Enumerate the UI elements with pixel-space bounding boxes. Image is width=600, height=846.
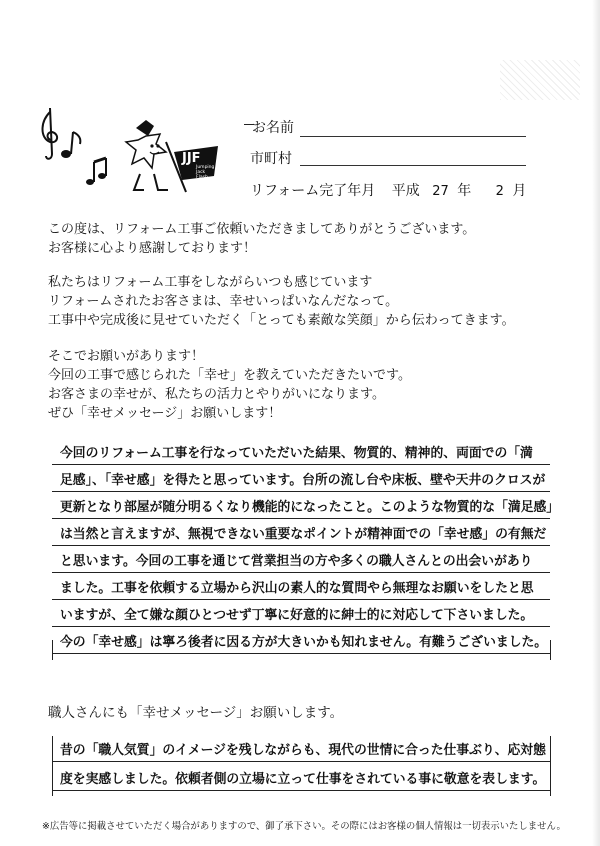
- craftsman-message-line: 昔の「職人気質」のイメージを残しながらも、現代の世情に合った仕事ぶり、応対態: [60, 743, 546, 758]
- feel-line: 私たちはリフォーム工事をしながらいつも感じています: [48, 275, 373, 290]
- jjf-logo: [36, 102, 236, 202]
- craftsman-message-area[interactable]: [60, 736, 546, 794]
- message-line: は当然と言えますが、無視できない重要なポイントが精神面での「幸せ感」の有無だ: [60, 527, 547, 542]
- intro-paragraph: [48, 220, 475, 258]
- year-unit: 年: [457, 183, 472, 199]
- mascot-icon: [126, 120, 168, 190]
- message-line: 更新となり部屋が随分明るくなり機能的になったこと。このような物質的な「満足感」: [60, 500, 560, 515]
- craftsman-message-line: 度を実感しました。依頼者側の立場に立って仕事をされている事に敬意を表します。: [60, 772, 546, 787]
- message-rule-tick: [52, 640, 53, 660]
- completion-label: [250, 180, 526, 200]
- message-line: 足感」、「幸せ感」を得たと思っています。台所の流し台や床板、壁や天井のクロスが: [60, 473, 546, 488]
- message-line: ました。工事を依頼する立場から沢山の素人的な質問やら無理なお願いをしたと思: [60, 581, 534, 596]
- month-value[interactable]: 2: [495, 184, 504, 199]
- name-field[interactable]: [300, 136, 526, 137]
- footer-note: ※広告等に掲載させていただく場合がありますので、御了承下さい。その際にはお客様の個人情報は一切表示いたしません。: [42, 821, 566, 832]
- craftsman-rule-tick: [52, 736, 53, 796]
- year-value[interactable]: 27: [432, 184, 449, 199]
- era-text: 平成: [391, 183, 420, 199]
- music-note-icon: [61, 132, 80, 158]
- feel-paragraph: [48, 273, 515, 330]
- craftsman-heading: 職人さんにも「幸せメッセージ」お願いします。: [48, 705, 344, 721]
- treble-clef-icon: [43, 108, 58, 159]
- message-line: 今回のリフォーム工事を行なっていただいた結果、物質的、精神的、両面での「満: [60, 446, 533, 461]
- city-label: 市町村: [250, 151, 292, 167]
- name-label: お名前: [252, 120, 294, 136]
- message-line: 今の「幸せ感」は寧ろ後者に因る方が大きいかも知れません。有難うございました。: [60, 635, 548, 650]
- request-line: ぜひ「幸せメッセージ」お願いします！: [48, 406, 282, 421]
- intro-line: この度は、リフォーム工事ご依頼いただきましてありがとうございます。: [48, 222, 476, 237]
- request-paragraph: [48, 347, 411, 423]
- feel-line: 工事中や完成後に見せていただく「とっても素敵な笑顔」から伝わってきます。: [48, 313, 515, 328]
- request-line: 今回の工事で感じられた「幸せ」を教えていただきたいです。: [48, 368, 411, 383]
- logo-line3-text: Flash: [196, 175, 208, 180]
- month-unit: 月: [512, 183, 527, 199]
- scan-noise: [500, 60, 580, 100]
- logo-main-text: JJF: [182, 151, 201, 166]
- intro-line: お客様に心より感謝しております！: [48, 241, 257, 256]
- logo-line1-text: Jumping: [196, 165, 215, 170]
- city-field[interactable]: [300, 165, 526, 166]
- feel-line: リフォームされたお客さまは、幸せいっぱいなんだなって。: [48, 294, 399, 309]
- double-note-icon: [86, 158, 106, 185]
- message-line: と思います。今回の工事を通じて営業担当の方や多くの職人さんとの出会いがあり: [60, 554, 533, 569]
- logo-line2-text: Jack: [196, 170, 206, 175]
- request-line: お客さまの幸せが、私たちの活力とやりがいになります。: [48, 387, 385, 402]
- completion-label-text: リフォーム完了年月: [250, 183, 376, 199]
- request-line: そこでお願いがあります！: [48, 349, 205, 364]
- scan-edge: [592, 0, 600, 846]
- message-area[interactable]: [60, 440, 559, 656]
- craftsman-rule-tick: [550, 736, 551, 796]
- message-line: いますが、全て嫌な顔ひとつせず丁寧に好意的に紳士的に対応して下さいました。: [60, 608, 534, 623]
- flag-icon: [166, 142, 218, 192]
- name-strike: [244, 124, 254, 125]
